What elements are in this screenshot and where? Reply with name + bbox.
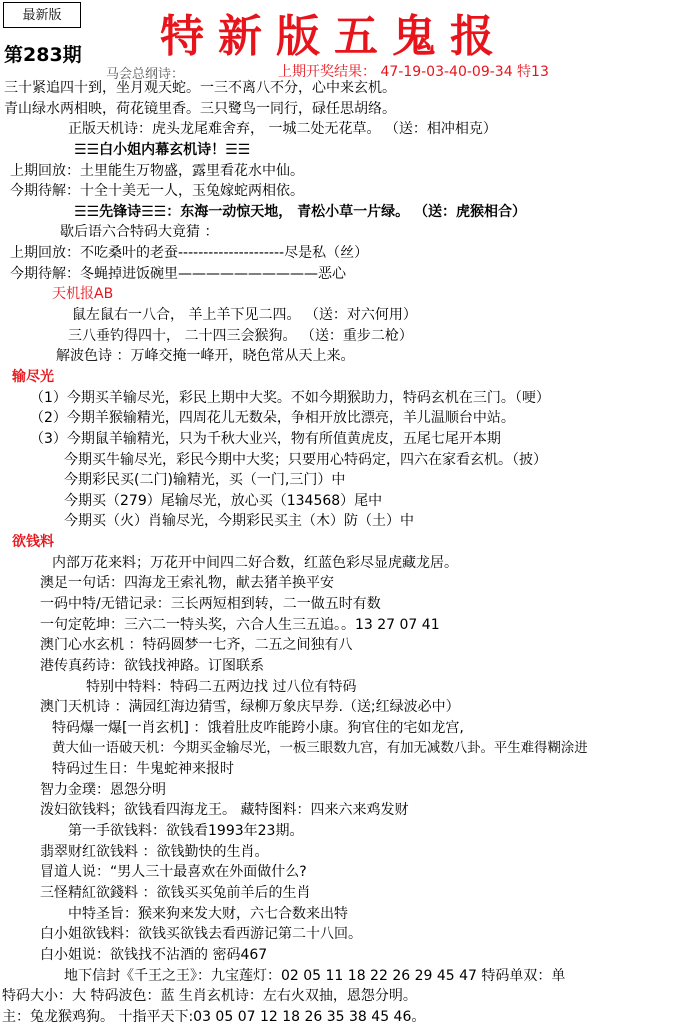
text-line: 解波色诗 ：万峰交掩一峰开，晓色常从天上来。	[56, 348, 355, 365]
text-line: （2）今期羊猴输精光，四周花儿无数朵，争相开放比漂亮，羊儿温顺台中站。	[30, 410, 515, 427]
text-line: 歇后语六合特码大竟猜 ：	[60, 224, 219, 241]
text-line: 智力金璞：恩怨分明	[40, 781, 166, 798]
text-line: 上期回放：土里能生万物盛，露里看花水中仙。	[10, 162, 304, 179]
text-line: 特码大小：大 特码波色：蓝 生肖玄机诗：左右火双抽，恩怨分明。	[2, 988, 417, 1005]
article-body	[0, 78, 681, 1027]
text-line: 主：兔龙猴鸡狗。 十指平天下:03 05 07 12 18 26 35 38 45 46。	[2, 1008, 426, 1025]
text-line: 澳门天机诗 ：满园红海边猜雪，绿柳万象庆早券.（送;红绿波必中）	[40, 699, 460, 716]
text-line: 今期彩民买(二门)输精光，买（一门,三门）中	[64, 472, 346, 489]
text-line: 今期买（279）尾输尽光，放心买（134568）尾中	[64, 492, 383, 509]
text-line: 三怪精紅欲錢料 ：欲钱买买兔前羊后的生肖	[40, 884, 311, 901]
page-title: 特新版五鬼报	[160, 11, 508, 62]
text-line: 特码过生日：牛鬼蛇神来报时	[52, 761, 234, 778]
text-line: 港传真药诗：欲钱找神路。订图联系	[40, 657, 264, 674]
text-line: ☰☰白小姐内幕玄机诗！☰☰	[74, 141, 251, 158]
summary-label: 马会总纲诗：	[106, 67, 185, 82]
text-line: 白小姐欲钱料：欲钱买欲钱去看西游记第二十八回。	[40, 926, 362, 943]
text-line: 欲钱料	[12, 534, 54, 551]
text-line: 特码爆一爆[一肖玄机] ：饿着肚皮咋能跨小康。狗官住的宅如龙宫,	[52, 719, 464, 736]
edition-badge: 最新版	[3, 2, 81, 28]
text-line: 三八垂钓得四十， 二十四三会猴狗。 （送：重步二枪）	[68, 327, 413, 344]
text-line: 地下信封《千王之王》：九宝莲灯：02 05 11 18 22 26 29 45 47 特码单双：单	[64, 967, 566, 984]
text-line: 今期待解：十全十美无一人，玉兔嫁蛇两相依。	[10, 183, 304, 200]
text-line: 澳门心水玄机 ：特码圆梦一七齐，二五之间独有八	[40, 637, 353, 654]
text-line: 今期买（火）肖输尽光，今期彩民买主（木）防（土）中	[64, 513, 414, 530]
text-line: 上期回放：不吃桑叶的老蚕---------------------尽是私（丝）	[10, 245, 369, 262]
text-line: 输尽光	[12, 368, 54, 385]
text-line: ☰☰先锋诗☰☰：东海一动惊天地， 青松小草一片绿。 （送：虎猴相合）	[74, 203, 526, 220]
text-line: 内部万花来料；万花开中间四二好合数，红蓝色彩尽显虎藏龙居。	[52, 554, 458, 571]
text-line: 今期买牛输尽光，彩民今期中大奖；只要用心特码定，四六在家看玄机。（披）	[64, 451, 547, 468]
text-line: （1）今期买羊输尽光，彩民上期中大奖。不如今期猴助力，特码玄机在三门。（哽）	[30, 389, 550, 406]
text-line: 泼妇欲钱料；欲钱看四海龙王。 藏特图料：四来六来鸡发财	[40, 802, 409, 819]
issue-number: 第283期	[4, 44, 82, 66]
text-line: 一码中特/无错记录：三长两短相到转，二一做五时有数	[40, 596, 381, 613]
text-line: 中特圣旨：猴来狗来发大财，六七合数来出特	[68, 905, 348, 922]
text-line: 特别中特料：特码二五两边找 过八位有特码	[86, 678, 357, 695]
text-line: 第一手欲钱料：欲钱看1993年23期。	[68, 823, 304, 840]
text-line: （3）今期鼠羊输精光，只为千秋大业兴，物有所值黄虎皮，五尾七尾开本期	[30, 430, 501, 447]
text-line: 白小姐说：欲钱找不沾酒的 密码467	[40, 946, 268, 963]
text-line: 冒道人说：“男人三十最喜欢在外面做什么?	[40, 864, 307, 881]
text-line: 澳足一句话：四海龙王索礼物，献去猪羊换平安	[40, 575, 334, 592]
text-line: 一句定乾坤：三六二一特头奖，六合人生三五追。。13 27 07 41	[40, 616, 440, 633]
text-line: 鼠左鼠右一八合， 羊上羊下见二四。 （送：对六何用）	[72, 307, 417, 324]
text-line: 正版天机诗：虎头龙尾难舍弃， 一城二处无花草。 （送：相冲相克）	[68, 121, 497, 138]
text-line: 今期待解：冬蝇掉进饭碗里——————————恶心	[10, 265, 346, 282]
text-line: 翡翠财红欲钱料 ：欲钱勤快的生肖。	[40, 843, 269, 860]
text-line: 青山绿水两相映，荷花镜里香。三只鹭鸟一同行，碌任思胡络。	[4, 100, 396, 117]
text-line: 三十紧追四十到，坐月观天蛇。一三不离八不分，心中来玄机。	[4, 80, 396, 96]
text-line: 黄大仙一语破天机：今期买金输尽光，一板三眼数九宫，有加无减数八卦。平生难得糊涂进	[52, 740, 588, 756]
previous-result: 上期开奖结果： 47-19-03-40-09-34 特13	[278, 64, 549, 80]
text-line: 天机报AB	[52, 286, 114, 303]
